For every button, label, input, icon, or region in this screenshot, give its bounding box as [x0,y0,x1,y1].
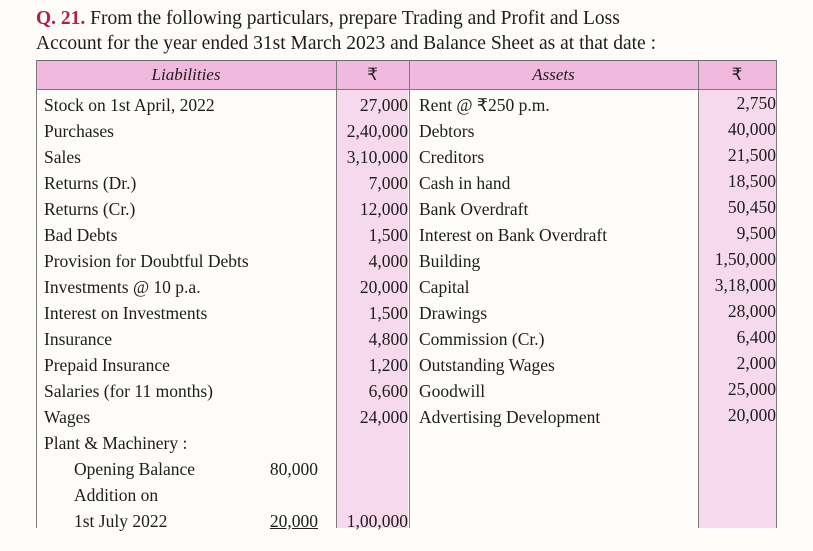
column-divider-2 [409,60,410,528]
liability-name: Provision for Doubtful Debts [44,251,249,271]
liability-name: Prepaid Insurance [44,355,170,375]
asset-amount: 50,450 [727,197,776,217]
liability-name: Bad Debts [44,225,118,245]
header-assets-currency: ₹ [731,65,743,84]
liability-amount: 1,500 [368,225,408,245]
liability-amount: 6,600 [368,381,408,401]
asset-name: Outstanding Wages [419,355,555,375]
liability-amount: 12,000 [359,199,408,219]
liability-name: Stock on 1st April, 2022 [44,95,215,115]
liability-amount: 3,10,000 [346,147,408,167]
liability-amount: 4,000 [368,251,408,271]
liability-amount: 20,000 [359,277,408,297]
table-border-right [776,60,777,528]
liability-name: Returns (Cr.) [44,199,136,219]
asset-amount: 40,000 [727,119,776,139]
liability-name: Wages [44,407,91,427]
asset-name: Goodwill [419,381,486,401]
plant-addition-date: 1st July 2022 [74,511,168,531]
trial-balance-table [36,60,776,542]
header-liabilities: Liabilities [151,65,221,84]
asset-name: Bank Overdraft [419,199,529,219]
asset-name: Interest on Bank Overdraft [419,225,608,245]
asset-name: Rent @ ₹250 p.m. [419,95,550,115]
asset-name: Commission (Cr.) [419,329,545,349]
question-line-1-text: From the following particulars, prepare Trading and Profit and Loss [90,8,620,29]
asset-amount: 2,000 [736,353,776,373]
asset-amount: 20,000 [727,405,776,425]
asset-amount: 25,000 [727,379,776,399]
table-border-left [36,60,37,528]
column-divider-3 [698,60,699,528]
plant-machinery-title: Plant & Machinery : [44,433,188,453]
asset-amount: 18,500 [727,171,776,191]
liability-name: Sales [44,147,81,167]
liability-name: Insurance [44,329,113,349]
liability-amount: 4,800 [368,329,408,349]
liability-amount: 1,200 [368,355,408,375]
asset-amount: 3,18,000 [714,275,776,295]
plant-addition-amount: 20,000 [269,511,318,531]
liability-name: Purchases [44,121,114,141]
liability-amount: 27,000 [359,95,408,115]
plant-addition-label: Addition on [74,485,159,505]
header-liabilities-currency: ₹ [367,65,378,84]
question-number: Q. 21. [36,8,86,29]
asset-name: Debtors [419,121,475,141]
liability-amount: 24,000 [359,407,408,427]
liability-amount: 1,500 [368,303,408,323]
asset-amount: 1,50,000 [714,249,776,269]
liability-name: Investments @ 10 p.a. [44,277,201,297]
liability-amount: 2,40,000 [346,121,408,141]
asset-name: Cash in hand [419,173,511,193]
liability-name: Returns (Dr.) [44,173,137,193]
header-assets: Assets [532,65,575,84]
plant-opening-label: Opening Balance [74,459,195,479]
plant-opening-amount: 80,000 [269,459,318,479]
asset-amount: 28,000 [727,301,776,321]
asset-name: Building [419,251,481,271]
asset-name: Advertising Development [419,407,601,427]
question-line-1 [36,6,796,31]
asset-amount: 21,500 [727,145,776,165]
liability-name: Interest on Investments [44,303,208,323]
asset-name: Drawings [419,303,488,323]
question-line-2: Account for the year ended 31st March 2023 and Balance Sheet as at that date : [36,33,656,54]
asset-name: Capital [419,277,470,297]
question-text [36,6,796,56]
plant-total-amount: 1,00,000 [346,511,408,531]
asset-amount: 9,500 [736,223,776,243]
asset-amount: 6,400 [736,327,776,347]
liability-name: Salaries (for 11 months) [44,381,213,401]
asset-amount: 2,750 [736,93,776,113]
liability-amount: 7,000 [368,173,408,193]
asset-name: Creditors [419,147,485,167]
